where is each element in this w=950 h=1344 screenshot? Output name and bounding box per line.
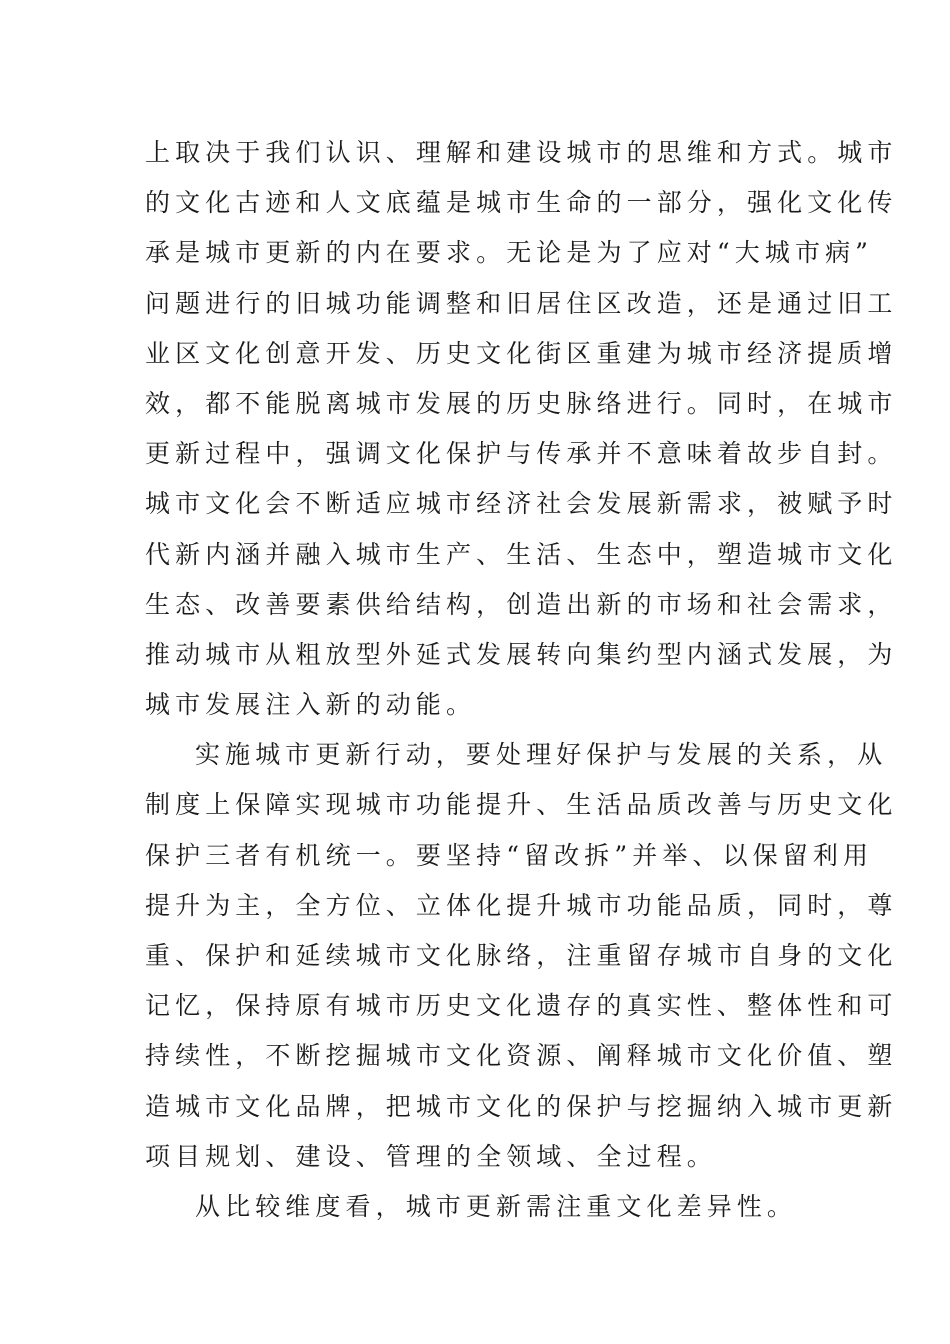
- text-line: 代新内涵并融入城市生产、生活、生态中，塑造城市文化: [145, 539, 898, 569]
- text-line: 提升为主，全方位、立体化提升城市功能品质，同时，尊: [145, 890, 898, 920]
- text-line: 制度上保障实现城市功能提升、生活品质改善与历史文化: [145, 790, 898, 820]
- text-line: 保护三者有机统一。要坚持“留改拆”并举、以保留利用: [145, 840, 874, 870]
- text-line: 问题进行的旧城功能调整和旧居住区改造，还是通过旧工: [145, 288, 898, 318]
- text-line: 效，都不能脱离城市发展的历史脉络进行。同时，在城市: [145, 388, 898, 418]
- text-line: 城市发展注入新的动能。: [145, 690, 477, 720]
- text-line: 实施城市更新行动，要处理好保护与发展的关系，从: [195, 740, 888, 770]
- text-line: 项目规划、建设、管理的全领域、全过程。: [145, 1141, 717, 1171]
- text-line: 的文化古迹和人文底蕴是城市生命的一部分，强化文化传: [145, 188, 898, 218]
- text-line: 造城市文化品牌，把城市文化的保护与挖掘纳入城市更新: [145, 1091, 898, 1121]
- text-line: 更新过程中，强调文化保护与传承并不意味着故步自封。: [145, 439, 898, 469]
- text-line: 上取决于我们认识、理解和建设城市的思维和方式。城市: [145, 138, 898, 167]
- text-line: 承是城市更新的内在要求。无论是为了应对“大城市病”: [145, 238, 874, 268]
- paragraph: [145, 128, 898, 730]
- text-line: 从比较维度看，城市更新需注重文化差异性。: [195, 1191, 798, 1221]
- paragraph: [145, 1182, 815, 1232]
- text-line: 生态、改善要素供给结构，创造出新的市场和社会需求，: [145, 589, 898, 619]
- text-line: 推动城市从粗放型外延式发展转向集约型内涵式发展，为: [145, 639, 898, 669]
- text-line: 持续性，不断挖掘城市文化资源、阐释城市文化价值、塑: [145, 1041, 898, 1071]
- text-line: 记忆，保持原有城市历史文化遗存的真实性、整体性和可: [145, 991, 898, 1021]
- text-line: 重、保护和延续城市文化脉络，注重留存城市自身的文化: [145, 941, 898, 970]
- text-line: 业区文化创意开发、历史文化街区重建为城市经济提质增: [145, 338, 898, 368]
- body-text: [145, 128, 898, 1232]
- text-line: 城市文化会不断适应城市经济社会发展新需求，被赋予时: [145, 489, 898, 519]
- paragraph: [145, 730, 898, 1182]
